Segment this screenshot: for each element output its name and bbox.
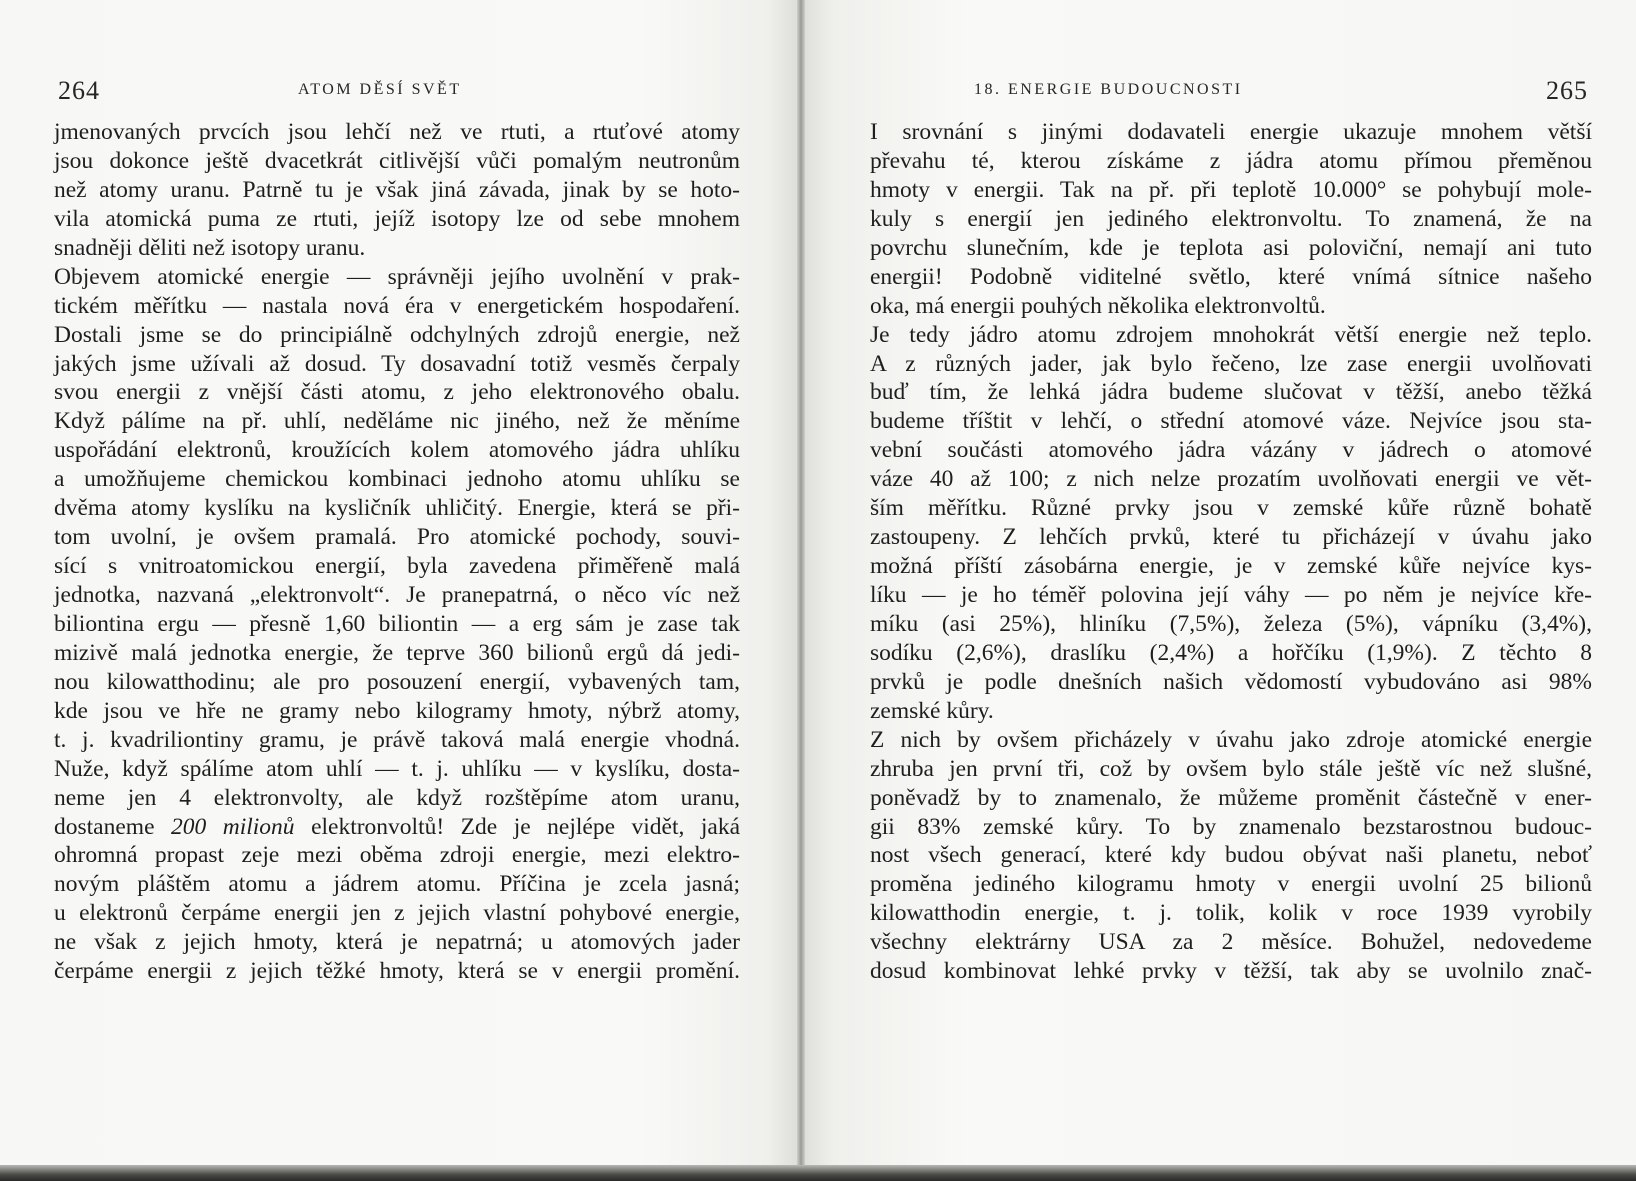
right-chapter-title: 18. ENERGIE BUDOUCNOSTI [974, 81, 1243, 98]
text-line: t. j. kvadriliontiny gramu, je právě taková malá energie vhodná. [54, 726, 740, 753]
text-line: nou kilowatthodinu; ale pro posouzení energií, vybavených tam, [54, 668, 740, 695]
text-line: Dostali jsme se do principiálně odchylných zdrojů energie, než [54, 321, 740, 348]
page-bottom-edge [0, 1165, 1636, 1181]
text-line: ohromná propast zeje mezi oběma zdroji energie, mezi elektro- [54, 842, 740, 869]
text-line: a umožňujeme chemickou kombinaci jednoho atomu uhlíku se [54, 466, 740, 493]
text-line: tom uvolní, je ovšem pramalá. Pro atomické pochody, souvi- [54, 524, 740, 551]
text-line-with-italic [54, 813, 740, 842]
text-line: Objevem atomické energie — správněji jejího uvolnění v prak- [54, 263, 740, 290]
left-running-head [58, 76, 738, 106]
text-line: váze 40 až 100; z nich nelze prozatím uvolňovati energii ve vět- [870, 466, 1592, 493]
text-line: zastoupeny. Z lehčích prvků, které tu přicházejí v úvahu jako [870, 524, 1592, 551]
text-line: možná příští zásobárna energie, je v zemské kůře nejvíce kys- [870, 553, 1592, 580]
text-line: proměna jediného kilogramu hmoty v energii uvolní 25 bilionů [870, 871, 1592, 898]
text-line: ne však z jejich hmoty, která je nepatrná; u atomových jader [54, 929, 740, 956]
book-gutter [797, 0, 805, 1181]
right-page [800, 0, 1636, 1181]
text-line: biliontina ergu — přesně 1,60 biliontin — a erg sám je zase tak [54, 610, 740, 637]
text-line: hmoty v energii. Tak na př. při teplotě 10.000° se pohybují mole- [870, 176, 1592, 203]
text-line: snadněji děliti než isotopy uranu. [54, 234, 366, 261]
text-line: energii! Podobně viditelné světlo, které vnímá sítnice našeho [870, 263, 1592, 290]
text-line: uspořádání elektronů, kroužících kolem atomového jádra uhlíku [54, 437, 740, 464]
text-line: prvků je podle dnešních našich vědomostí vybudováno asi 98% [870, 668, 1592, 695]
right-page-number: 265 [1546, 76, 1588, 105]
text-line: nost všech generací, které kdy budou obývat naši planetu, neboť [870, 842, 1592, 869]
text-line: vební součásti atomového jádra vázány v jádrech o atomové [870, 437, 1592, 464]
text-line: všechny elektrárny USA za 2 měsíce. Bohužel, nedovedeme [870, 929, 1592, 956]
text-line: mizivě malá jednotka energie, že teprve 360 bilionů ergů dá jedi- [54, 639, 740, 666]
text-line: sodíku (2,6%), draslíku (2,4%) a hořčíku (1,9%). Z těchto 8 [870, 639, 1592, 666]
text-line: kde jsou ve hře ne gramy nebo kilogramy hmoty, nýbrž atomy, [54, 697, 740, 724]
text-line: ším měřítku. Různé prvky jsou v zemské kůře různě bohatě [870, 495, 1592, 522]
text-line: kuly s energií jen jediného elektronvoltu. To znamená, že na [870, 205, 1592, 232]
text-line: Nuže, když spálíme atom uhlí — t. j. uhlíku — v kyslíku, dosta- [54, 755, 740, 782]
text-line: neme jen 4 elektronvolty, ale když rozštěpíme atom uranu, [54, 784, 740, 811]
text-line: Z nich by ovšem přicházely v úvahu jako zdroje atomické energie [870, 726, 1592, 753]
text-line: míku (asi 25%), hliníku (7,5%), železa (5%), vápníku (3,4%), [870, 610, 1592, 637]
text-line: poněvadž by to znamenalo, že můžeme proměnit částečně v ener- [870, 784, 1592, 811]
text-line: jakých jsme užívali až dosud. Ty dosavadní totiž vesměs čerpaly [54, 350, 740, 377]
text-line: jednotka, nazvaná „elektronvolt“. Je pranepatrná, o něco víc než [54, 582, 740, 608]
text-line: vila atomická puma ze rtuti, jejíž isotopy lze od sebe mnohem [54, 205, 740, 232]
left-body-text [54, 118, 740, 986]
text-line: buď tím, že lehká jádra budeme slučovat v těžší, anebo těžká [870, 379, 1592, 406]
text-line: Když pálíme na př. uhlí, neděláme nic jiného, než že měníme [54, 408, 740, 435]
text-line: zemské kůry. [870, 697, 994, 724]
left-page-number: 264 [58, 76, 100, 105]
left-page [0, 0, 800, 1181]
text-line: převahu té, kterou získáme z jádra atomu přímou přeměnou [870, 147, 1592, 174]
text-line: tickém měřítku — nastala nová éra v energetickém hospodaření. [54, 292, 740, 319]
text-line: dvěma atomy kyslíku na kysličník uhličitý. Energie, která se při- [54, 495, 740, 522]
line-suffix: elektronvoltů! Zde je nejlépe vidět, jaká [311, 813, 741, 840]
text-line: novým pláštěm atomu a jádrem atomu. Příčina je zcela jasná; [54, 871, 740, 898]
text-line: povrchu slunečním, kde je teplota asi poloviční, nemají ani tuto [870, 234, 1592, 261]
text-line: oka, má energii pouhých několika elektronvoltů. [870, 292, 1326, 319]
text-line: sící s vnitroatomickou energií, byla zavedena přiměřeně malá [54, 553, 740, 580]
text-line: jmenovaných prvcích jsou lehčí než ve rtuti, a rtuťové atomy [54, 119, 740, 145]
left-chapter-title: ATOM DĚSÍ SVĚT [298, 81, 462, 98]
text-line: u elektronů čerpáme energii jen z jejich vlastní pohybové energie, [54, 900, 740, 927]
text-line: kilowatthodin energie, t. j. tolik, kolik v roce 1939 vyrobily [870, 900, 1592, 927]
italic-emphasis: 200 milionů [171, 813, 295, 840]
text-line: gii 83% zemské kůry. To by znamenalo bezstarostnou budouc- [870, 813, 1592, 840]
text-line: jsou dokonce ještě dvacetkrát citlivější vůči pomalým neutronům [54, 147, 740, 174]
right-running-head [868, 76, 1588, 106]
line-prefix: dostaneme [54, 813, 155, 840]
text-line: dosud kombinovat lehké prvky v těžší, tak aby se uvolnilo znač- [870, 958, 1592, 985]
text-line: Je tedy jádro atomu zdrojem mnohokrát větší energie než teplo. [870, 321, 1592, 348]
text-line: svou energii z vnější části atomu, z jeho elektronového obalu. [54, 379, 740, 406]
right-body-text [870, 118, 1592, 986]
text-line: A z různých jader, jak bylo řečeno, lze zase energii uvolňovati [870, 350, 1592, 377]
text-line: budeme tříštit v lehčí, o střední atomové váze. Nejvíce jsou sta- [870, 408, 1592, 435]
text-line: líku — je ho téměř polovina její váhy — po něm je nejvíce kře- [870, 582, 1592, 608]
text-line: čerpáme energii z jejich těžké hmoty, která se v energii promění. [54, 958, 740, 985]
text-line: než atomy uranu. Patrně tu je však jiná závada, jinak by se hoto- [54, 176, 740, 203]
text-line: I srovnání s jinými dodavateli energie ukazuje mnohem větší [870, 119, 1592, 145]
text-line: zhruba jen první tři, což by ovšem bylo stále ještě víc než slušné, [870, 755, 1592, 782]
